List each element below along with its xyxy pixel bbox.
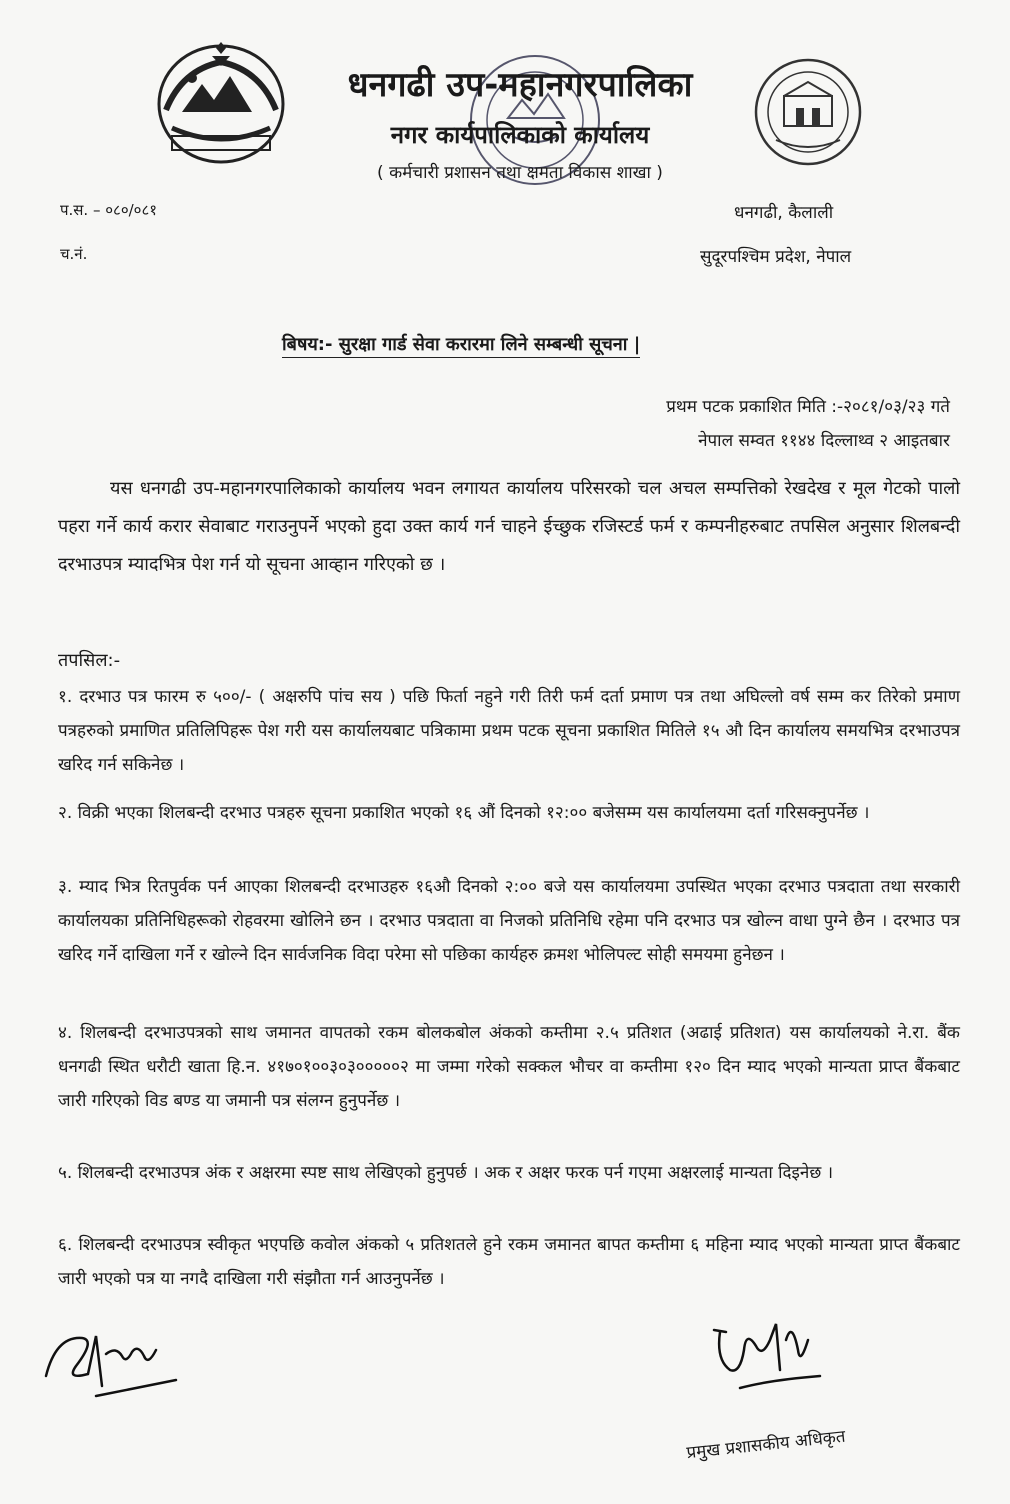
subject-heading: बिषय:- सुरक्षा गार्ड सेवा करारमा लिने सम्बन्धी सूचना | — [282, 332, 640, 358]
first-publish-date: प्रथम पटक प्रकाशित मिति :-२०८१/०३/२३ गते — [666, 397, 950, 417]
nepal-sambat-date: नेपाल सम्वत ११४४ दिल्लाथ्व २ आइतबार — [698, 431, 950, 451]
list-item: ४. शिलबन्दी दरभाउपत्रको साथ जमानत वापतको रकम बोलकबोल अंकको कम्तीमा २.५ प्रतिशत (अढाई प्रतिशत) यस कार्यालयको ने.रा. बैंक धनगढी स्थित धरौटी खाता हि.न. ४१७०१००३०३०००००२ मा जम्मा गरेको सक्कल भौचर वा कम्तीमा १२० दिन म्याद भएको मान्यता प्राप्त बैंकबाट जारी गरिएको विड बण्ड या जमानी पत्र संलग्न हुनुपर्नेछ । — [58, 1023, 960, 1111]
fiscal-year: प.स. – ०८०/०८१ — [60, 201, 158, 219]
left-signature-icon — [36, 1316, 186, 1406]
location-city: धनगढी, कैलाली — [734, 203, 834, 223]
list-item: १. दरभाउ पत्र फारम रु ५००/- ( अक्षरुपि पांच सय ) पछि फिर्ता नहुने गरी तिरी फर्म दर्ता प्रमाण पत्र तथा अघिल्लो वर्ष सम्म कर तिरेको प्रमाण पत्रहरुको प्रमाणित प्रतिलिपिहरू पेश गरी यस कार्यालयबाट पत्रिकामा प्रथम पटक सूचना प्रकाशित मितिले १५ औ दिन कार्यालय समयभित्र दरभाउपत्र खरिद गर्न सकिनेछ । — [58, 687, 960, 775]
dispatch-number: च.नं. — [60, 245, 88, 263]
location-province: सुदूरपश्चिम प्रदेश, नेपाल — [700, 247, 852, 267]
list-item: ६. शिलबन्दी दरभाउपत्र स्वीकृत भएपछि कवोल अंकको ५ प्रतिशतले हुने रकम जमानत बापत कम्तीमा ६ महिना म्याद भएको मान्यता प्राप्त बैंकबाट जारी भएको पत्र या नगदै दाखिला गरी संझौता गर्न आउनुपर्नेछ । — [58, 1235, 960, 1289]
intro-paragraph: यस धनगढी उप-महानगरपालिकाको कार्यालय भवन लगायत कार्यालय परिसरको चल अचल सम्पत्तिको रेखदेख र मूल गेटको पालो पहरा गर्ने कार्य करार सेवाबाट गराउनुपर्ने भएको हुदा उक्त कार्य गर्न चाहने ईच्छुक रजिस्टर्ड फर्म र कम्पनीहरुबाट तपसिल अनुसार शिलबन्दी दरभाउपत्र म्यादभित्र पेश गर्न यो सूचना आव्हान गरिएको छ । — [58, 478, 960, 575]
branch-name: ( कर्मचारी प्रशासन तथा क्षमता विकास शाखा ) — [377, 163, 663, 183]
right-signature-icon — [700, 1310, 850, 1410]
list-item: ३. म्याद भित्र रितपुर्वक पर्न आएका शिलबन्दी दरभाउहरु १६औ दिनको २:०० बजे यस कार्यालयमा उपस्थित भएका दरभाउ पत्रदाता तथा सरकारी कार्यालयका प्रतिनिधिहरूको रोहवरमा खोलिने छन । दरभाउ पत्रदाता वा निजको प्रतिनिधि रहेमा पनि दरभाउ पत्र खोल्न वाधा पुग्ने छैन । दरभाउ पत्र खरिद गर्ने दाखिला गर्ने र खोल्ने दिन सार्वजनिक विदा परेमा सो पछिका कार्यहरु क्रमश भोलिपल्ट सोही समयमा हुनेछन । — [58, 877, 960, 965]
signatory-title: प्रमुख प्रशासकीय अधिकृत — [685, 1426, 847, 1464]
org-name: धनगढी उप-महानगरपालिका — [347, 65, 693, 105]
nepal-emblem-icon — [152, 40, 290, 168]
office-name: नगर कार्यपालिकाको कार्यालय — [390, 121, 650, 149]
tapsil-label: तपसिल:- — [58, 650, 121, 671]
list-item: ५. शिलबन्दी दरभाउपत्र अंक र अक्षरमा स्पष्ट साथ लेखिएको हुनुपर्छ । अक र अक्षर फरक पर्न गएमा अक्षरलाई मान्यता दिइनेछ । — [58, 1163, 834, 1183]
list-item: २. विक्री भएका शिलबन्दी दरभाउ पत्रहरु सूचना प्रकाशित भएको १६ औं दिनको १२:०० बजेसम्म यस कार्यालयमा दर्ता गरिसक्नुपर्नेछ । — [58, 803, 870, 823]
municipality-seal-icon — [752, 56, 864, 168]
